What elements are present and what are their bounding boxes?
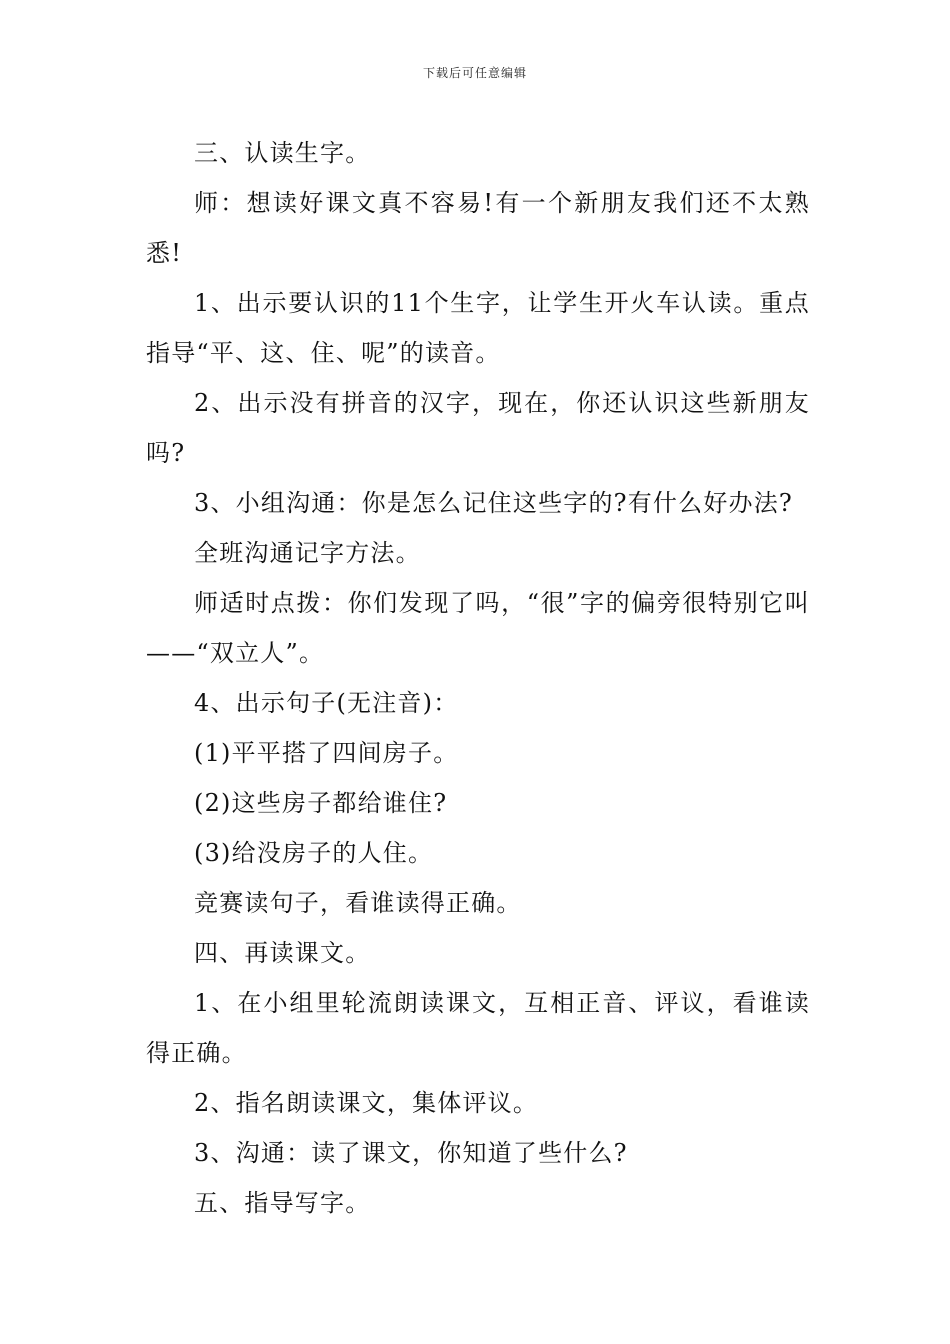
paragraph: 全班沟通记字方法。 <box>194 539 421 567</box>
list-item: 4、出示句子(无注音)： <box>194 689 459 717</box>
list-item: 2、指名朗读课文，集体评议。 <box>194 1089 539 1117</box>
document-body <box>146 128 810 1228</box>
list-item: 1、在小组里轮流朗读课文，互相正音、评议，看谁读得正确。 <box>146 989 810 1067</box>
list-item: 1、出示要认识的11个生字，让学生开火车认读。重点指导“平、这、住、呢”的读音。 <box>146 289 810 367</box>
list-item: 2、出示没有拼音的汉字，现在，你还认识这些新朋友吗? <box>146 389 810 467</box>
paragraph: 师适时点拨：你们发现了吗，“很”字的偏旁很特别它叫——“双立人”。 <box>146 589 810 667</box>
list-item: 3、小组沟通：你是怎么记住这些字的?有什么好办法? <box>194 489 794 517</box>
page-header-note: 下载后可任意编辑 <box>422 66 527 80</box>
sentence-item: (3)给没房子的人住。 <box>194 839 434 867</box>
section-heading-3: 三、认读生字。 <box>194 139 371 167</box>
list-item: 3、沟通：读了课文，你知道了些什么? <box>194 1139 628 1167</box>
sentence-item: (2)这些房子都给谁住? <box>194 789 448 817</box>
paragraph: 竞赛读句子，看谁读得正确。 <box>194 889 522 917</box>
sentence-item: (1)平平搭了四间房子。 <box>194 739 459 767</box>
paragraph: 师：想读好课文真不容易!有一个新朋友我们还不太熟悉! <box>146 189 810 267</box>
section-heading-5: 五、指导写字。 <box>194 1189 371 1217</box>
section-heading-4: 四、再读课文。 <box>194 939 371 967</box>
